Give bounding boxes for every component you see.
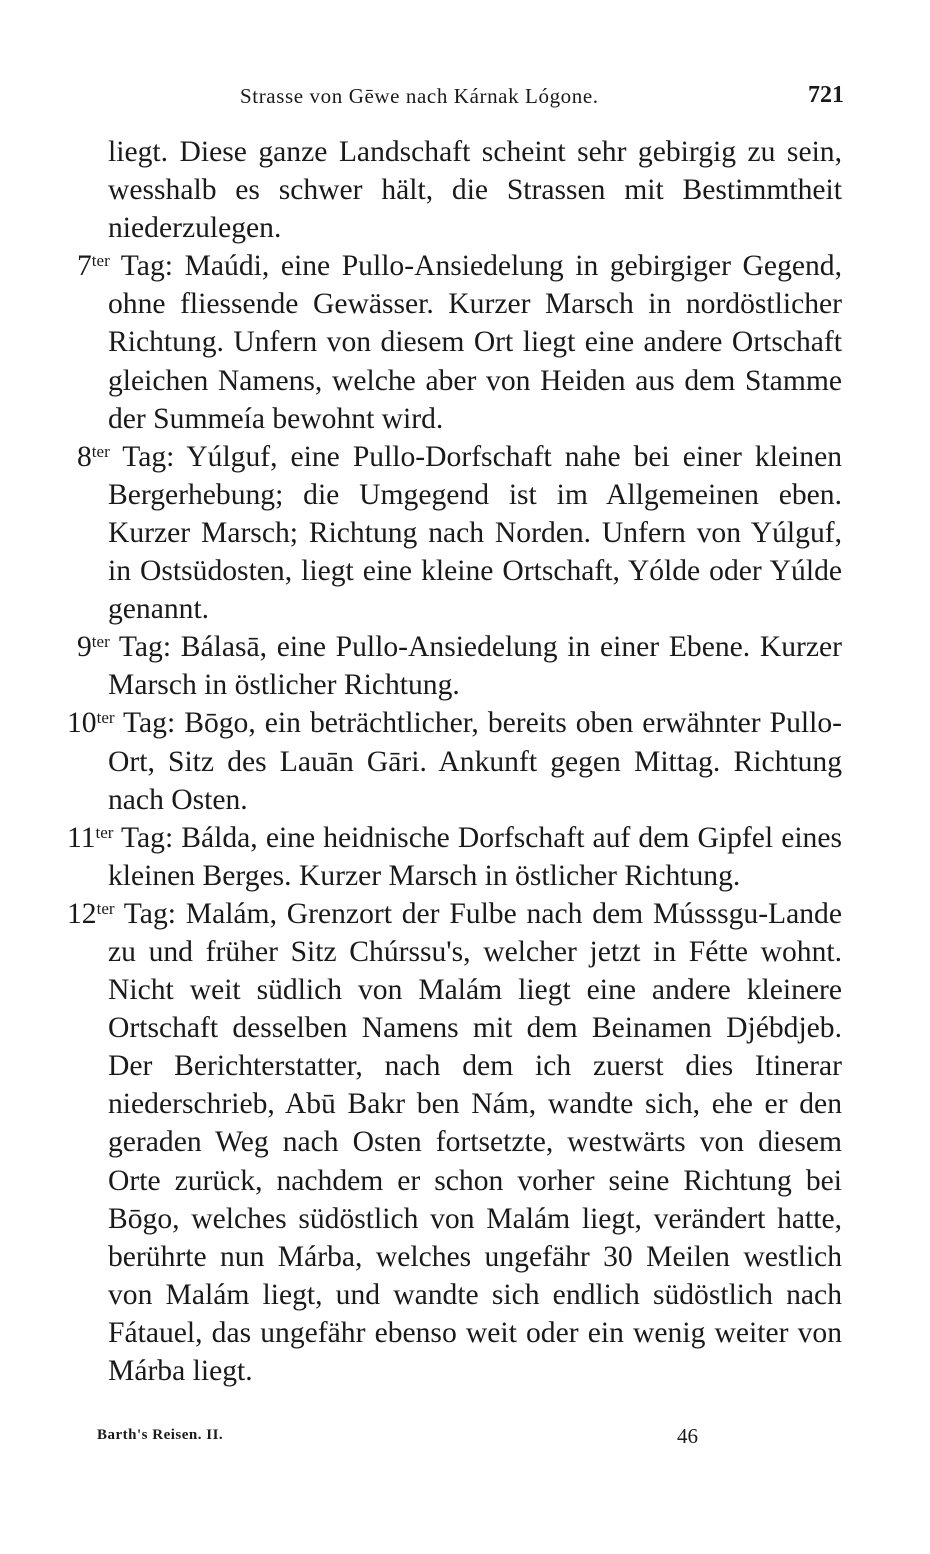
entry-text: Tag: Malám, Grenzort der Fulbe nach dem Músssgu-Lande zu und früher Sitz Chúrssu's, welcher jetzt in Fétte wohnt. Nicht weit südlich von Malám liegt eine andere kleinere Ortschaft desselben Namens mit dem Beinamen Djébdjeb. Der Berichterstatter, nach dem ich zuerst dies Itinerar niederschrieb, Abū Bakr ben Nám, wandte sich, ehe er den geraden Weg nach Osten fortsetzte, westwärts von diesem Orte zurück, nachdem er schon vorher seine Richtung bei Bōgo, welches südöstlich von Malám liegt, verändert hatte, berührte nun Márba, welches ungefähr 30 Meilen westlich von Malám liegt, und wandte sich endlich südöstlich nach Fátauel, das ungefähr ebenso weit oder ein wenig weiter von Márba liegt. bbox=[108, 897, 842, 1387]
entry-ordinal-suffix: ter bbox=[95, 822, 114, 842]
entry-ordinal-suffix: ter bbox=[91, 441, 110, 461]
body-text bbox=[67, 133, 842, 1390]
running-head bbox=[108, 84, 844, 114]
entry-day-10 bbox=[67, 704, 842, 818]
entry-number: 12 bbox=[67, 897, 97, 930]
entry-text: Tag: Bōgo, ein beträchtlicher, bereits oben erwähnter Pullo-Ort, Sitz des Lauān Gāri. Ankunft gegen Mittag. Richtung nach Osten. bbox=[108, 707, 842, 816]
entry-text: Tag: Yúlguf, eine Pullo-Dorfschaft nahe bei einer kleinen Bergerhebung; die Umgegend ist im Allgemeinen eben. Kurzer Marsch; Richtung nach Norden. Unfern von Yúlguf, in Ostsüdosten, liegt eine kleine Ortschaft, Yólde oder Yúlde genannt. bbox=[108, 440, 842, 626]
page-number: 721 bbox=[808, 82, 844, 108]
running-title: Strasse von Gēwe nach Kárnak Lógone. bbox=[240, 84, 599, 108]
entry-ordinal-suffix: ter bbox=[96, 898, 115, 918]
entry-number: 10 bbox=[67, 707, 97, 740]
intro-paragraph: liegt. Diese ganze Landschaft scheint sehr gebirgig zu sein, wesshalb es schwer hält, die Strassen mit Bestimmtheit niederzulegen. bbox=[108, 136, 842, 245]
entry-day-12 bbox=[67, 895, 842, 1390]
entry-day-11 bbox=[67, 819, 842, 895]
entry-text: Tag: Maúdi, eine Pullo-Ansiedelung in gebirgiger Gegend, ohne fliessende Gewässer. Kurzer Marsch in nordöstlicher Richtung. Unfern von diesem Ort liegt eine andere Ortschaft gleichen Namens, welche aber von Heiden aus dem Stamme der Summeía bewohnt wird. bbox=[108, 250, 842, 435]
entry-number: 9 bbox=[77, 631, 92, 664]
entry-number: 11 bbox=[67, 821, 96, 854]
page-footer bbox=[97, 1424, 857, 1451]
entry-ordinal-suffix: ter bbox=[91, 632, 110, 652]
entry-text: Tag: Bálasā, eine Pullo-Ansiedelung in einer Ebene. Kurzer Marsch in östlicher Richtung. bbox=[108, 631, 842, 702]
entry-ordinal-suffix: ter bbox=[91, 251, 110, 271]
entry-day-8 bbox=[77, 438, 842, 628]
entry-number: 8 bbox=[77, 440, 92, 473]
signature-mark: Barth's Reisen. II. bbox=[97, 1427, 224, 1443]
entry-number: 7 bbox=[77, 250, 92, 283]
entry-day-9 bbox=[77, 628, 842, 704]
entry-text: Tag: Bálda, eine heidnische Dorfschaft auf dem Gipfel eines kleinen Berges. Kurzer Marsch in östlicher Richtung. bbox=[108, 821, 842, 892]
entry-day-7 bbox=[77, 247, 842, 437]
sheet-number: 46 bbox=[677, 1424, 698, 1448]
entry-ordinal-suffix: ter bbox=[96, 708, 115, 728]
